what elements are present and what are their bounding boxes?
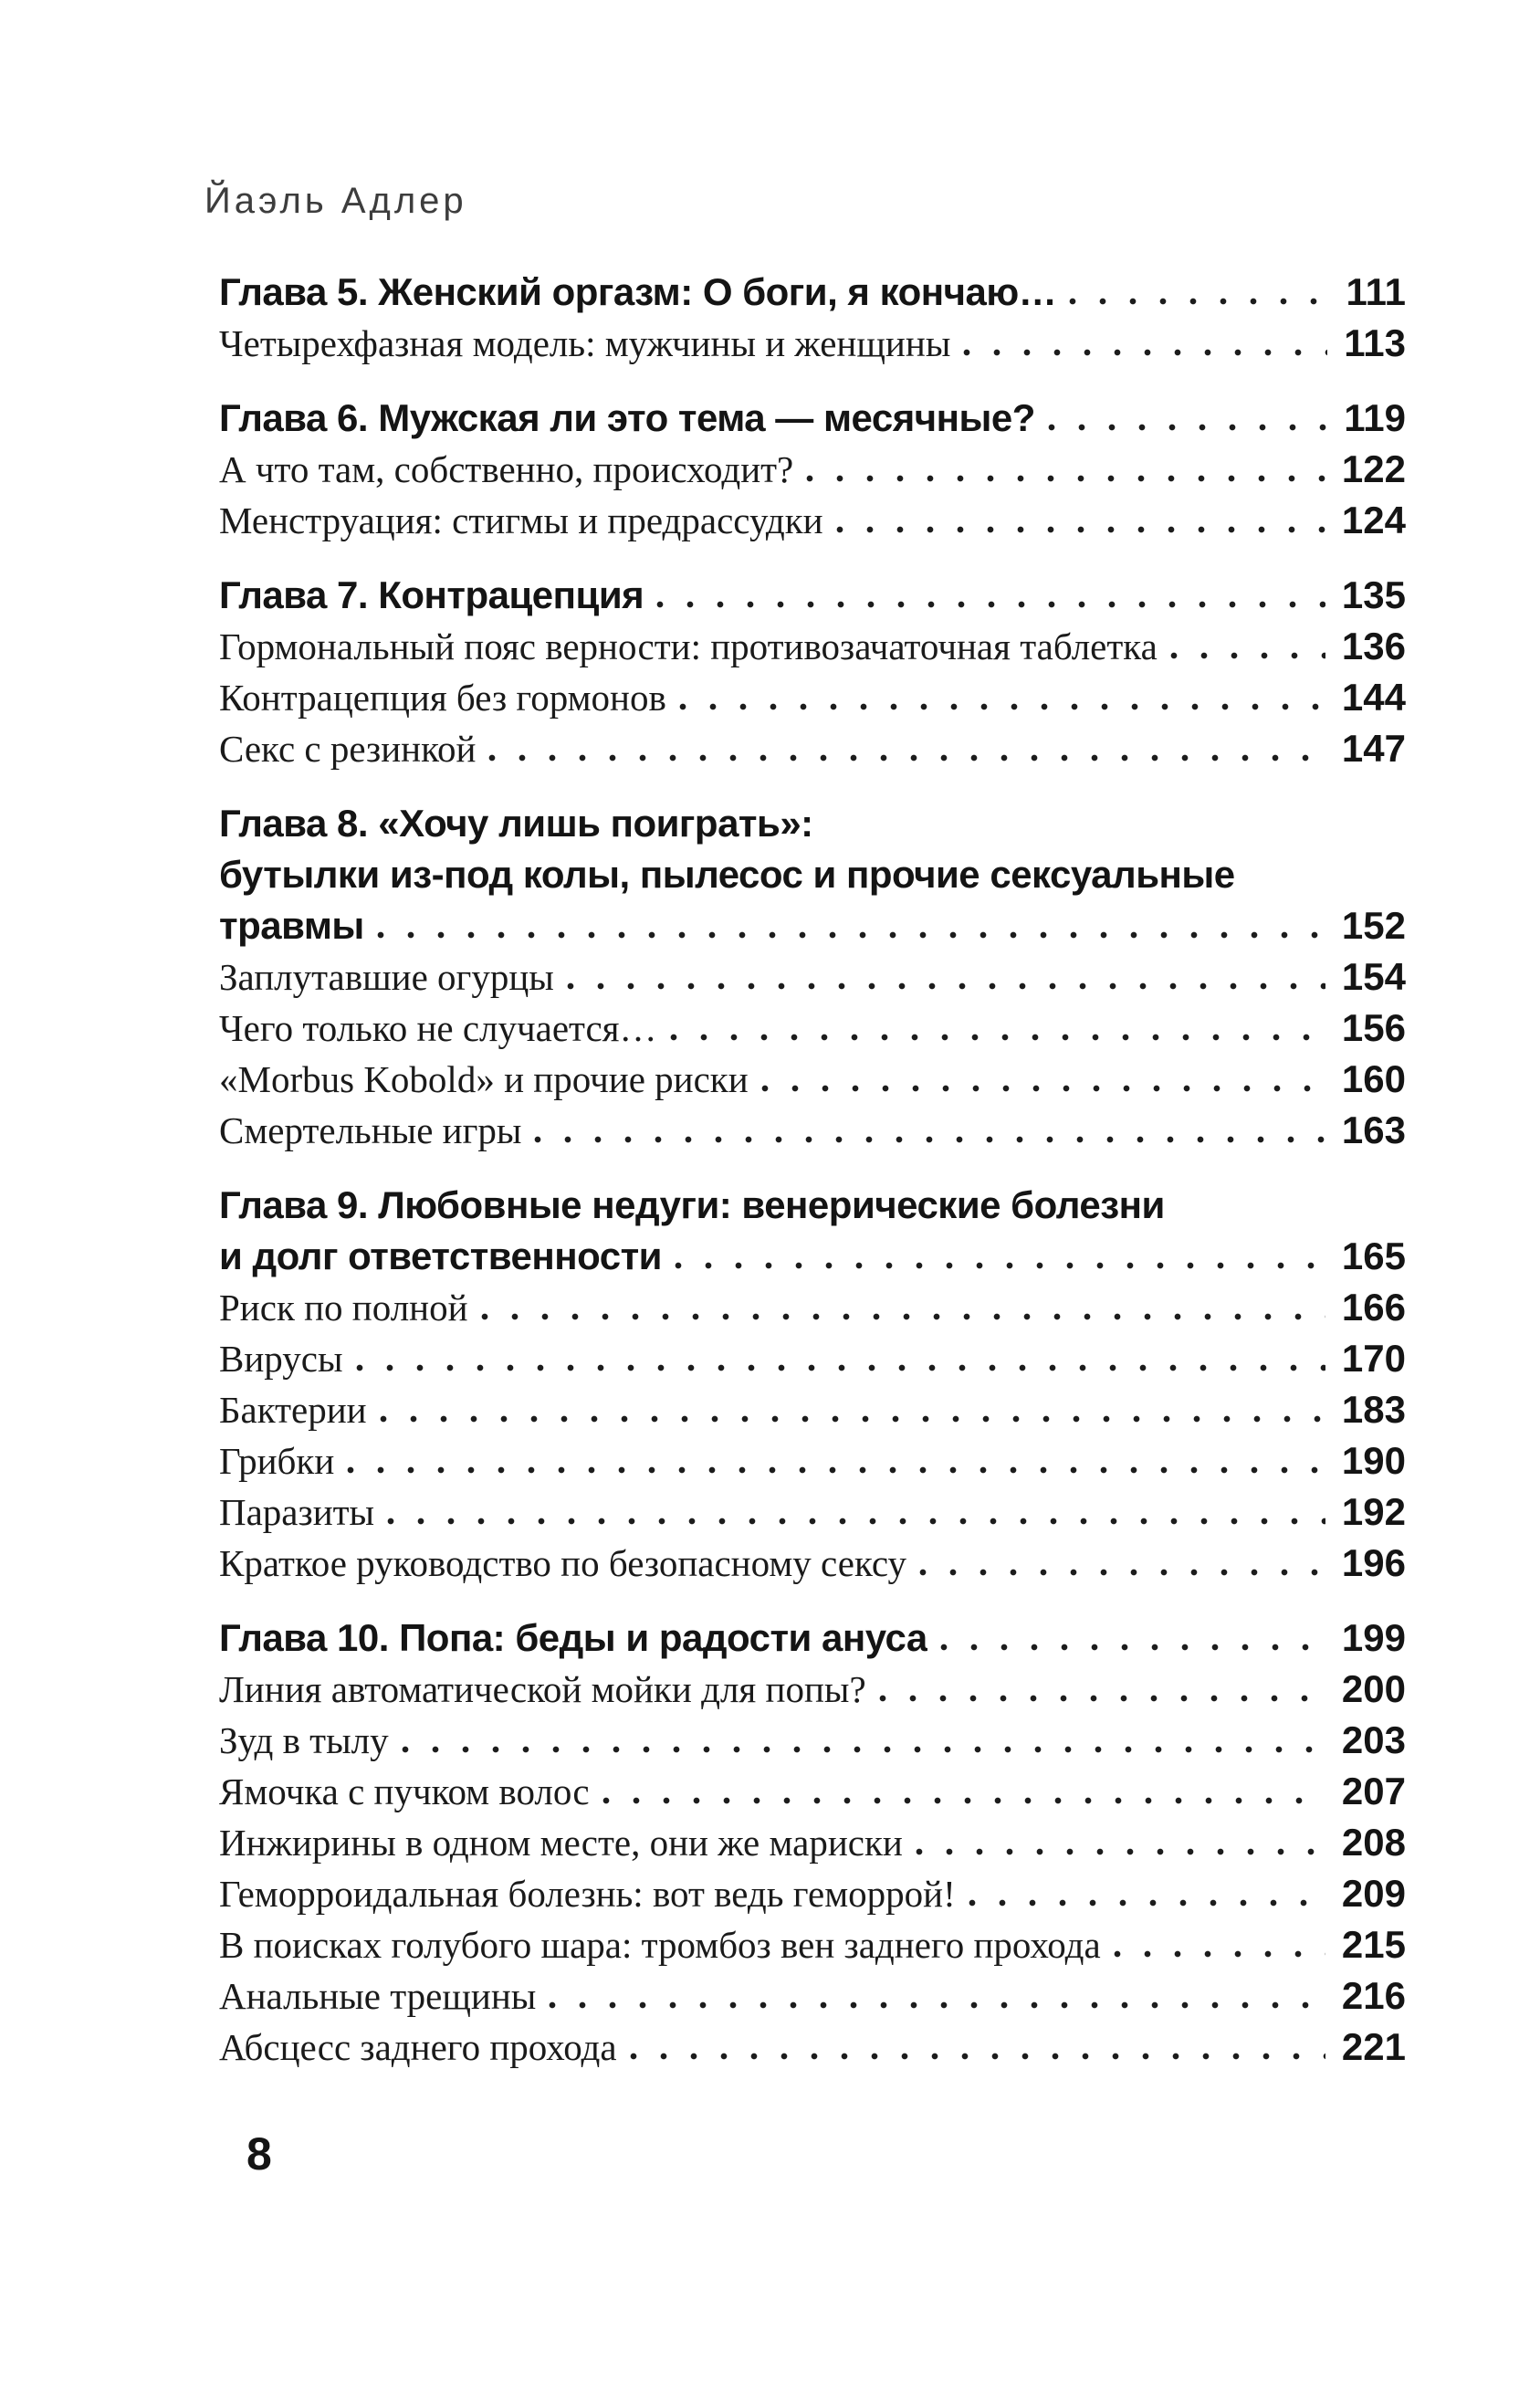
toc-entry-title: Глава 8. «Хочу лишь поиграть»:	[219, 802, 813, 845]
toc-entry	[219, 676, 1406, 727]
toc-entry-page-number: 221	[1341, 2025, 1406, 2068]
toc-entry-page-number: 196	[1341, 1541, 1406, 1584]
dot-leader	[679, 703, 1325, 710]
toc-entry-title: Контрацепция без гормонов	[219, 677, 666, 719]
dot-leader	[356, 1364, 1325, 1371]
toc-entry-page-number: 190	[1341, 1439, 1406, 1482]
toc-entry-title: Паразиты	[219, 1491, 375, 1533]
dot-leader	[675, 1262, 1325, 1269]
toc-entry	[219, 1974, 1406, 2025]
page-number: 8	[246, 2128, 272, 2180]
toc-entry-title: и долг ответственности	[219, 1234, 663, 1277]
dot-leader	[567, 982, 1325, 990]
toc-entry	[219, 1872, 1406, 1923]
toc-entry-title: Четырехфазная модель: мужчины и женщины	[219, 322, 951, 364]
running-header-author: Йаэль Адлер	[204, 181, 467, 221]
dot-leader	[761, 1085, 1325, 1092]
toc-entry	[219, 1286, 1406, 1337]
toc-entry-page-number: 166	[1341, 1286, 1406, 1329]
toc-entry	[219, 1337, 1406, 1388]
toc-entry-page-number: 203	[1341, 1718, 1406, 1761]
toc-entry-title: Грибки	[219, 1440, 335, 1482]
toc-entry-title: Бактерии	[219, 1389, 367, 1431]
toc-list	[219, 270, 1406, 2076]
toc-entry-title: Глава 5. Женский оргазм: О боги, я кончаю…	[219, 270, 1057, 313]
dot-leader	[1069, 298, 1329, 305]
toc-entry-page-number: 200	[1341, 1667, 1406, 1710]
dot-leader	[481, 1313, 1325, 1320]
dot-leader	[1048, 424, 1327, 431]
toc-entry-page-number: 199	[1341, 1616, 1406, 1659]
toc-entry-title: Зуд в тылу	[219, 1719, 389, 1761]
dot-leader	[656, 601, 1325, 608]
dot-leader	[488, 754, 1325, 762]
toc-entry	[219, 573, 1406, 625]
toc-entry-title: Анальные трещины	[219, 1975, 537, 2017]
toc-entry	[219, 1923, 1406, 1974]
dot-leader	[549, 2001, 1325, 2009]
toc-entry	[219, 499, 1406, 550]
dot-leader	[919, 1569, 1325, 1576]
toc-entry-page-number: 192	[1341, 1490, 1406, 1533]
toc-entry	[219, 2025, 1406, 2076]
toc-entry-title: В поисках голубого шара: тромбоз вен заднего прохода	[219, 1924, 1101, 1966]
dot-leader	[806, 475, 1325, 482]
toc-entry-page-number: 119	[1344, 396, 1406, 439]
toc-entry-page-number: 136	[1341, 625, 1406, 667]
dot-leader	[387, 1518, 1325, 1525]
dot-leader	[534, 1136, 1325, 1143]
toc-entry-title: Гормональный пояс верности: противозачаточная таблетка	[219, 625, 1158, 667]
toc-entry-title: Риск по полной	[219, 1287, 468, 1329]
toc-entry-title: Вирусы	[219, 1338, 343, 1380]
toc-entry-page-number: 183	[1341, 1388, 1406, 1431]
dot-leader	[916, 1848, 1325, 1855]
toc-entry-title: Глава 7. Контрацепция	[219, 573, 644, 616]
toc-entry-title: Краткое руководство по безопасному сексу	[219, 1542, 906, 1584]
toc-entry	[219, 955, 1406, 1006]
toc-entry	[219, 1234, 1406, 1286]
dot-leader	[1170, 652, 1325, 659]
toc-entry-title: Секс с резинкой	[219, 728, 477, 770]
dot-leader	[879, 1695, 1325, 1702]
toc-entry-title: Геморроидальная болезнь: вот ведь геморрой!	[219, 1873, 956, 1915]
toc-entry	[219, 1667, 1406, 1718]
toc-entry-page-number: 152	[1341, 904, 1406, 947]
toc-entry-title: травмы	[219, 904, 364, 947]
dot-leader	[380, 1415, 1325, 1423]
toc-entry	[219, 1490, 1406, 1541]
toc-entry-page-number: 156	[1341, 1006, 1406, 1049]
toc-entry-page-number: 154	[1341, 955, 1406, 998]
toc-entry	[219, 1718, 1406, 1770]
dot-leader	[963, 349, 1327, 356]
toc-entry	[219, 1183, 1406, 1234]
toc-entry	[219, 1057, 1406, 1108]
toc-entry	[219, 1541, 1406, 1592]
toc-entry-page-number: 207	[1341, 1770, 1406, 1812]
toc-entry-title: Глава 6. Мужская ли это тема — месячные?	[219, 396, 1035, 439]
toc-entry	[219, 396, 1406, 447]
toc-entry-title: Глава 10. Попа: беды и радости ануса	[219, 1616, 927, 1659]
toc-entry	[219, 321, 1406, 373]
toc-entry-page-number: 124	[1341, 499, 1406, 541]
toc-entry	[219, 1616, 1406, 1667]
toc-entry-title: А что там, собственно, происходит?	[219, 448, 794, 490]
toc-entry-title: «Morbus Kobold» и прочие риски	[219, 1058, 749, 1100]
toc-entry-page-number: 147	[1341, 727, 1406, 770]
toc-entry-page-number: 209	[1341, 1872, 1406, 1915]
toc-entry-title: Смертельные игры	[219, 1109, 522, 1151]
toc-entry	[219, 853, 1406, 904]
toc-entry-page-number: 170	[1341, 1337, 1406, 1380]
toc-entry-page-number: 111	[1346, 270, 1406, 313]
dot-leader	[969, 1899, 1325, 1907]
dot-leader	[630, 2053, 1325, 2060]
toc-entry-page-number: 163	[1341, 1108, 1406, 1151]
toc-entry	[219, 1388, 1406, 1439]
toc-entry-title: Линия автоматической мойки для попы?	[219, 1668, 866, 1710]
toc-entry-title: Заплутавшие огурцы	[219, 956, 554, 998]
toc-entry	[219, 727, 1406, 778]
toc-entry-page-number: 122	[1341, 447, 1406, 490]
toc-entry-title: Ямочка с пучком волос	[219, 1770, 590, 1812]
toc-entry	[219, 1439, 1406, 1490]
toc-entry-page-number: 135	[1341, 573, 1406, 616]
toc-entry-page-number: 160	[1341, 1057, 1406, 1100]
toc-entry	[219, 447, 1406, 499]
toc-entry	[219, 1108, 1406, 1160]
toc-entry-page-number: 144	[1341, 676, 1406, 719]
toc-entry-title: Менструация: стигмы и предрассудки	[219, 499, 823, 541]
toc-entry-title: Абсцесс заднего прохода	[219, 2026, 617, 2068]
dot-leader	[1114, 1950, 1325, 1958]
toc-entry	[219, 1770, 1406, 1821]
toc-entry	[219, 1006, 1406, 1057]
toc-entry	[219, 625, 1406, 676]
toc-entry	[219, 1821, 1406, 1872]
toc-entry-page-number: 113	[1344, 321, 1406, 364]
toc-entry-page-number: 208	[1341, 1821, 1406, 1864]
dot-leader	[402, 1746, 1325, 1753]
dot-leader	[347, 1466, 1325, 1474]
dot-leader	[836, 526, 1325, 533]
toc-entry-page-number: 165	[1341, 1234, 1406, 1277]
toc-entry-title: Инжирины в одном месте, они же мариски	[219, 1822, 903, 1864]
dot-leader	[377, 931, 1325, 939]
toc-entry	[219, 802, 1406, 853]
toc-entry-title: Глава 9. Любовные недуги: венерические болезни	[219, 1183, 1165, 1226]
toc-entry-title: бутылки из-под колы, пылесос и прочие сексуальные	[219, 853, 1235, 896]
dot-leader	[940, 1644, 1325, 1651]
toc-entry-page-number: 215	[1341, 1923, 1406, 1966]
dot-leader	[670, 1034, 1325, 1041]
toc-entry	[219, 904, 1406, 955]
toc-entry-title: Чего только не случается…	[219, 1007, 657, 1049]
dot-leader	[602, 1797, 1325, 1804]
toc-entry	[219, 270, 1406, 321]
toc-entry-page-number: 216	[1341, 1974, 1406, 2017]
